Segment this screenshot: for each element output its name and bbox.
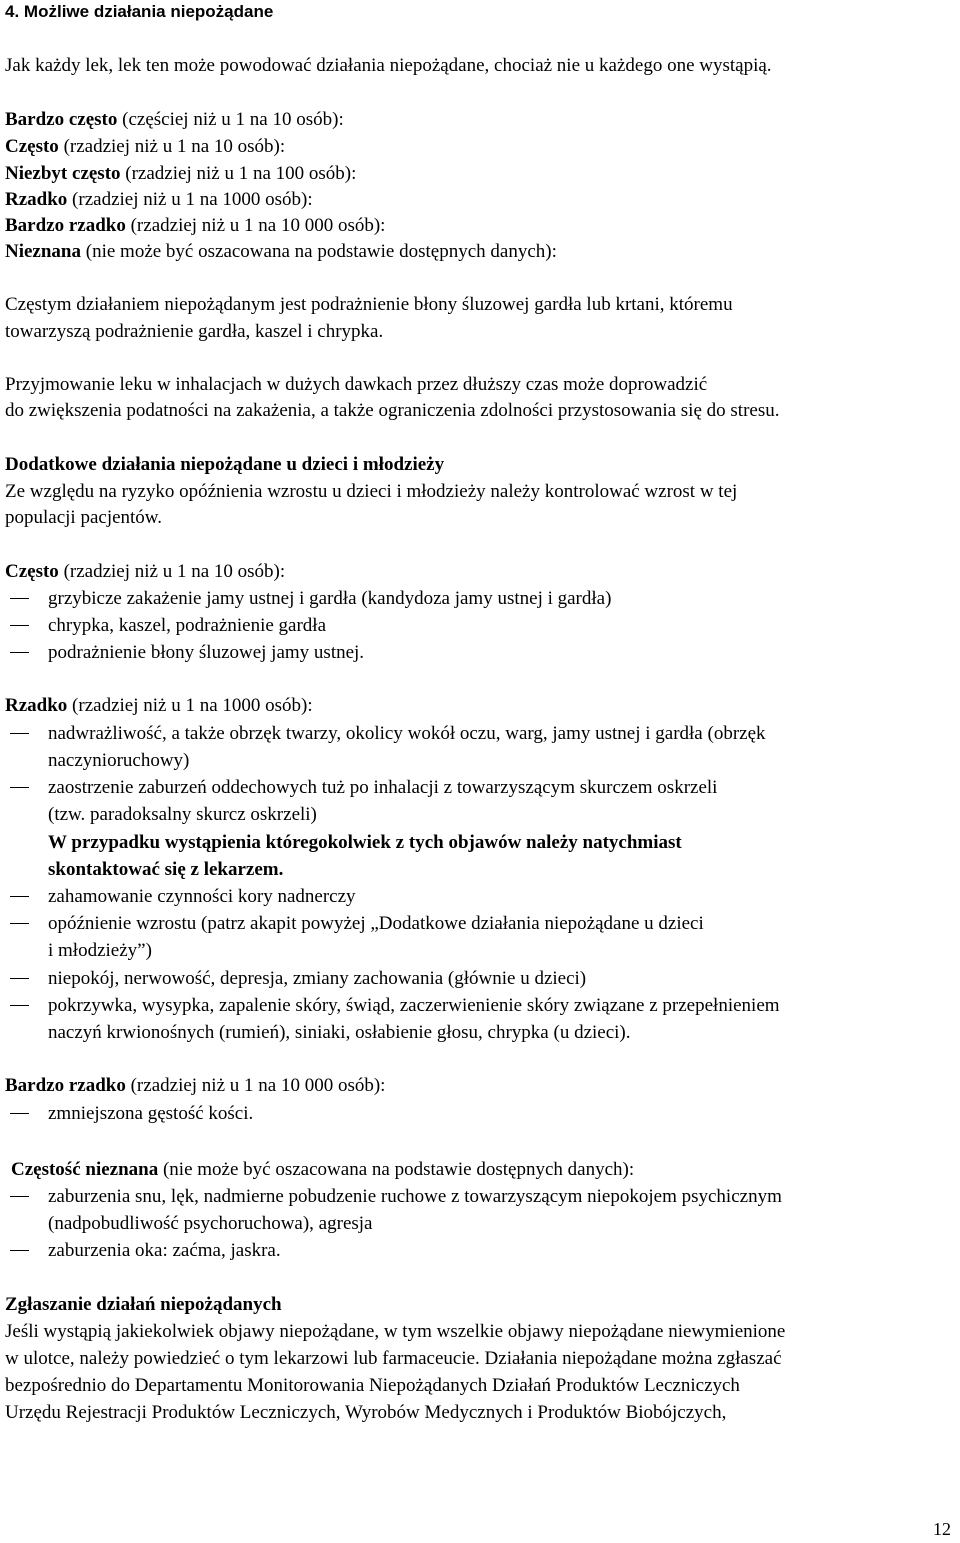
frequency-item: Rzadko (rzadziej niż u 1 na 1000 osób): — [5, 189, 313, 210]
list-item: zahamowanie czynności kory nadnerczy — [48, 886, 356, 907]
list-item: zmniejszona gęstość kości. — [48, 1103, 254, 1124]
dash-bullet — [10, 1005, 29, 1006]
dash-bullet — [10, 1113, 29, 1114]
category-header: Bardzo rzadko (rzadziej niż u 1 na 10 000 osób): — [5, 1075, 386, 1096]
section-heading — [5, 0, 273, 25]
paragraph-line: Ze względu na ryzyko opóźnienia wzrostu u dzieci i młodzieży należy kontrolować wzrost w tej — [5, 481, 738, 502]
list-item: zaostrzenie zaburzeń oddechowych tuż po inhalacji z towarzyszącym skurczem oskrzeli — [48, 777, 718, 798]
frequency-item: Niezbyt często (rzadziej niż u 1 na 100 osób): — [5, 163, 357, 184]
section-title: Możliwe działania niepożądane — [23, 2, 274, 21]
list-item: chrypka, kaszel, podrażnienie gardła — [48, 615, 327, 636]
dash-bullet — [10, 1196, 29, 1197]
frequency-item: Nieznana (nie może być oszacowana na podstawie dostępnych danych): — [5, 241, 557, 262]
paragraph-line: towarzyszą podrażnienie gardła, kaszel i chrypka. — [5, 321, 384, 342]
list-item: zaburzenia snu, lęk, nadmierne pobudzenie ruchowe z towarzyszącym niepokojem psychicznym — [48, 1186, 782, 1207]
paragraph-line: Jeśli wystąpią jakiekolwiek objawy niepożądane, w tym wszelkie objawy niepożądane niewymienione — [5, 1321, 786, 1342]
list-item: zaburzenia oka: zaćma, jaskra. — [48, 1240, 281, 1261]
dash-bullet — [10, 625, 29, 626]
category-header: Częstość nieznana (nie może być oszacowana na podstawie dostępnych danych): — [11, 1159, 635, 1180]
warning-text: W przypadku wystąpienia któregokolwiek z tych objawów należy natychmiast — [48, 832, 682, 853]
dash-bullet — [10, 652, 29, 653]
paragraph-line: Przyjmowanie leku w inhalacjach w dużych dawkach przez dłuższy czas może doprowadzić — [5, 374, 708, 395]
list-item: opóźnienie wzrostu (patrz akapit powyżej „Dodatkowe działania niepożądane u dzieci — [48, 913, 704, 934]
dash-bullet — [10, 978, 29, 979]
list-item: pokrzywka, wysypka, zapalenie skóry, świąd, zaczerwienienie skóry związane z przepełnieniem — [48, 995, 780, 1016]
dash-bullet — [10, 733, 29, 734]
dash-bullet — [10, 896, 29, 897]
list-item-continuation: (tzw. paradoksalny skurcz oskrzeli) — [48, 804, 317, 825]
paragraph-line: bezpośrednio do Departamentu Monitorowania Niepożądanych Działań Produktów Leczniczych — [5, 1375, 740, 1396]
intro-text: Jak każdy lek, lek ten może powodować działania niepożądane, chociaż nie u każdego one wystąpią. — [5, 55, 772, 76]
dash-bullet — [10, 923, 29, 924]
reporting-heading: Zgłaszanie działań niepożądanych — [5, 1294, 282, 1315]
paragraph-line: w ulotce, należy powiedzieć o tym lekarzowi lub farmaceucie. Działania niepożądane można zgłaszać — [5, 1348, 782, 1369]
paragraph-line: Urzędu Rejestracji Produktów Leczniczych, Wyrobów Medycznych i Produktów Biobójczych, — [5, 1402, 727, 1423]
page-number: 12 — [933, 1519, 951, 1539]
list-item: niepokój, nerwowość, depresja, zmiany zachowania (głównie u dzieci) — [48, 968, 587, 989]
paragraph-line: Częstym działaniem niepożądanym jest podrażnienie błony śluzowej gardła lub krtani, któremu — [5, 294, 733, 315]
warning-text: skontaktować się z lekarzem. — [48, 859, 284, 880]
children-heading: Dodatkowe działania niepożądane u dzieci i młodzieży — [5, 454, 445, 475]
category-header: Często (rzadziej niż u 1 na 10 osób): — [5, 561, 286, 582]
list-item-continuation: naczyń krwionośnych (rumień), siniaki, osłabienie głosu, chrypka (u dzieci). — [48, 1022, 631, 1043]
frequency-item: Bardzo rzadko (rzadziej niż u 1 na 10 000 osób): — [5, 215, 386, 236]
frequency-item: Bardzo często (częściej niż u 1 na 10 osób): — [5, 109, 344, 130]
section-number: 4. — [5, 2, 20, 21]
paragraph-line: populacji pacjentów. — [5, 507, 163, 528]
list-item: podrażnienie błony śluzowej jamy ustnej. — [48, 642, 365, 663]
dash-bullet — [10, 1250, 29, 1251]
list-item-continuation: naczynioruchowy) — [48, 750, 190, 771]
list-item: grzybicze zakażenie jamy ustnej i gardła (kandydoza jamy ustnej i gardła) — [48, 588, 612, 609]
dash-bullet — [10, 787, 29, 788]
paragraph-line: do zwiększenia podatności na zakażenia, a także ograniczenia zdolności przystosowania się do stresu. — [5, 400, 780, 421]
list-item-continuation: (nadpobudliwość psychoruchowa), agresja — [48, 1213, 373, 1234]
list-item-continuation: i młodzieży”) — [48, 940, 152, 961]
list-item: nadwrażliwość, a także obrzęk twarzy, okolicy wokół oczu, warg, jamy ustnej i gardła (obrzęk — [48, 723, 766, 744]
dash-bullet — [10, 598, 29, 599]
frequency-item: Często (rzadziej niż u 1 na 10 osób): — [5, 136, 286, 157]
category-header: Rzadko (rzadziej niż u 1 na 1000 osób): — [5, 695, 313, 716]
